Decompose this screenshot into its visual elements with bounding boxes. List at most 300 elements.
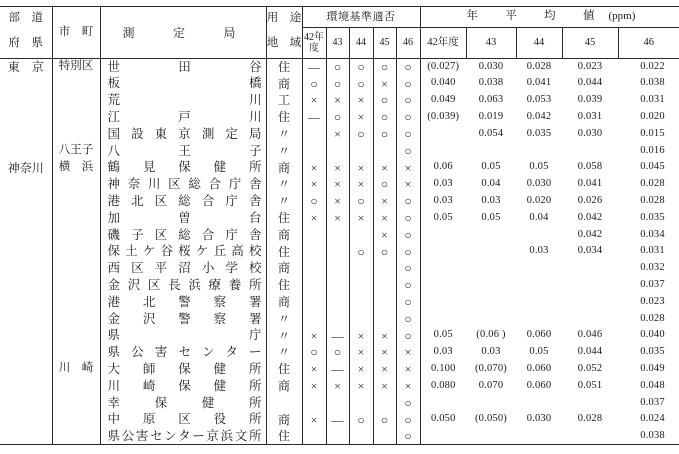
annual-mean-cell (516, 226, 562, 243)
prefecture-cell (0, 277, 52, 294)
annual-mean-cell: 0.03 (433, 346, 453, 358)
env-compliance-cell (302, 310, 326, 327)
annual-mean-cell: 0.05 (433, 329, 453, 341)
env-compliance-cell: × (373, 344, 396, 361)
annual-mean-cell: 0.035 (640, 346, 665, 358)
table-row (0, 277, 679, 294)
env-compliance-cell (302, 126, 326, 143)
station-cell: 金沢区長浜療養所 (100, 277, 266, 294)
table-header (0, 7, 679, 59)
annual-mean-cell (516, 394, 562, 411)
annual-mean-cell: 0.034 (577, 245, 603, 257)
city-cell (52, 310, 100, 327)
env-compliance-cell: ○ (396, 294, 420, 311)
env-compliance-cell: × (396, 378, 420, 395)
env-compliance-cell: ○ (396, 394, 420, 411)
annual-mean-cell: 0.042 (577, 228, 603, 240)
env-compliance-cell: × (326, 92, 349, 109)
station-cell: 江戸川 (100, 109, 266, 126)
env-compliance-cell (373, 277, 396, 294)
city-cell (52, 210, 100, 227)
annual-mean-cell (516, 277, 562, 294)
station-cell: 川崎保健所 (100, 378, 266, 395)
station-cell: 磯子区総合庁舎 (100, 226, 266, 243)
env-compliance-cell (373, 142, 396, 159)
header-land-use (266, 7, 302, 59)
annual-mean-cell: 0.035 (526, 127, 552, 139)
annual-mean-cell: (0.070) (474, 362, 508, 374)
land-use-cell: 住 (266, 361, 302, 378)
annual-mean-cell: 0.028 (577, 413, 603, 425)
table-row (0, 142, 679, 159)
env-compliance-cell: ○ (396, 193, 420, 210)
city-cell: 特別区 (52, 59, 100, 76)
env-compliance-cell: × (302, 176, 326, 193)
table-row (0, 226, 679, 243)
env-compliance-cell (373, 310, 396, 327)
land-use-cell: 商 (266, 260, 302, 277)
annual-mean-cell: 0.020 (640, 111, 665, 123)
station-cell: 中原区役所 (100, 411, 266, 428)
city-cell (52, 126, 100, 143)
city-cell: 横 浜 (52, 159, 100, 176)
header-station-label: 測定局 (122, 25, 236, 40)
table-row (0, 109, 679, 126)
station-cell: 県庁 (100, 327, 266, 344)
prefecture-cell (0, 142, 52, 159)
annual-mean-cell (466, 310, 516, 327)
annual-mean-cell: 0.019 (478, 111, 504, 123)
land-use-cell: 工 (266, 92, 302, 109)
env-compliance-cell (373, 294, 396, 311)
annual-mean-cell: 0.053 (526, 94, 552, 106)
annual-mean-cell: 0.03 (529, 245, 549, 257)
annual-mean-cell: 0.054 (478, 127, 504, 139)
annual-mean-cell (562, 394, 618, 411)
station-cell: 港北警察署 (100, 294, 266, 311)
prefecture-cell (0, 210, 52, 227)
env-compliance-cell: ○ (396, 142, 420, 159)
land-use-cell: 〃 (266, 142, 302, 159)
env-compliance-cell (326, 277, 349, 294)
city-cell (52, 277, 100, 294)
env-compliance-cell: × (396, 361, 420, 378)
annual-mean-cell (466, 394, 516, 411)
annual-mean-cell: 0.040 (640, 329, 665, 341)
annual-mean-cell (516, 428, 562, 445)
header-value-year: 45 (562, 28, 618, 59)
annual-mean-cell: 0.030 (577, 127, 603, 139)
annual-mean-cell (562, 294, 618, 311)
annual-mean-cell: 0.031 (640, 245, 665, 257)
header-station (100, 7, 266, 59)
prefecture-cell (0, 294, 52, 311)
annual-mean-cell: 0.045 (640, 161, 665, 173)
land-use-cell: 〃 (266, 310, 302, 327)
annual-mean-cell: 0.100 (430, 362, 456, 374)
city-cell (52, 109, 100, 126)
annual-mean-cell: 0.028 (640, 178, 665, 190)
env-compliance-cell: ○ (396, 109, 420, 126)
station-cell: 世田谷 (100, 59, 266, 76)
land-use-cell: 〃 (266, 193, 302, 210)
annual-mean-cell: 0.03 (481, 195, 501, 207)
land-use-cell: 商 (266, 378, 302, 395)
station-cell: 金沢警察署 (100, 310, 266, 327)
prefecture-cell (0, 260, 52, 277)
env-compliance-cell (349, 310, 373, 327)
land-use-cell: 住 (266, 277, 302, 294)
station-cell: 板橋 (100, 75, 266, 92)
city-cell (52, 193, 100, 210)
land-use-cell: 商 (266, 75, 302, 92)
env-compliance-cell (302, 260, 326, 277)
env-compliance-cell: × (302, 378, 326, 395)
annual-mean-cell (466, 142, 516, 159)
env-compliance-cell: ○ (396, 243, 420, 260)
annual-mean-cell: 0.030 (526, 178, 552, 190)
env-compliance-cell: — (326, 411, 349, 428)
annual-mean-cell: 0.050 (430, 413, 456, 425)
annual-mean-cell: 0.016 (640, 144, 665, 156)
station-cell: 県公害センター京浜文所 (100, 428, 266, 445)
annual-mean-cell: 0.046 (577, 329, 603, 341)
annual-mean-cell: 0.037 (640, 396, 665, 408)
env-compliance-cell: × (326, 210, 349, 227)
env-compliance-cell: × (373, 378, 396, 395)
land-use-cell: 商 (266, 294, 302, 311)
env-compliance-cell: × (349, 344, 373, 361)
env-compliance-cell: ○ (373, 92, 396, 109)
land-use-cell: 〃 (266, 327, 302, 344)
header-value-year: 43 (466, 28, 516, 59)
env-compliance-cell (326, 310, 349, 327)
env-compliance-cell: × (326, 159, 349, 176)
city-cell (52, 327, 100, 344)
env-compliance-cell (326, 260, 349, 277)
prefecture-cell (0, 226, 52, 243)
env-compliance-cell: × (396, 344, 420, 361)
env-compliance-cell: — (326, 327, 349, 344)
city-cell (52, 243, 100, 260)
annual-mean-cell (562, 277, 618, 294)
land-use-cell: 住 (266, 243, 302, 260)
env-compliance-cell: × (349, 109, 373, 126)
env-compliance-cell: ○ (326, 344, 349, 361)
annual-mean-cell (420, 294, 466, 311)
table-row (0, 193, 679, 210)
prefecture-cell (0, 243, 52, 260)
annual-mean-cell (420, 260, 466, 277)
env-compliance-cell (349, 428, 373, 445)
annual-mean-cell (420, 126, 466, 143)
env-compliance-cell: — (326, 361, 349, 378)
prefecture-cell (0, 193, 52, 210)
env-compliance-cell: × (302, 210, 326, 227)
env-compliance-cell: × (302, 411, 326, 428)
annual-mean-cell: 0.038 (618, 428, 679, 445)
annual-mean-cell: 0.035 (640, 211, 665, 223)
header-prefecture-top: 部 道 (8, 12, 43, 25)
env-compliance-cell: ○ (302, 75, 326, 92)
land-use-cell: 商 (266, 226, 302, 243)
city-cell (52, 75, 100, 92)
env-compliance-cell: ○ (349, 59, 373, 76)
city-cell (52, 344, 100, 361)
env-compliance-cell: × (373, 361, 396, 378)
annual-mean-cell: (0.06 ) (476, 329, 506, 341)
annual-mean-cell: 0.031 (640, 94, 665, 106)
annual-mean-cell (516, 310, 562, 327)
annual-mean-cell: 0.04 (529, 211, 549, 223)
station-cell: 加曽台 (100, 210, 266, 227)
prefecture-cell (0, 411, 52, 428)
header-prefecture (0, 7, 52, 59)
city-cell (52, 411, 100, 428)
table-row (0, 126, 679, 143)
annual-mean-cell: 0.038 (478, 77, 504, 89)
prefecture-cell (0, 344, 52, 361)
annual-mean-cell: 0.05 (433, 211, 453, 223)
annual-mean-cell: 0.044 (577, 77, 603, 89)
annual-mean-cell: 0.030 (526, 413, 552, 425)
annual-mean-cell: 0.032 (640, 262, 665, 274)
station-cell: 神奈川区総合庁舎 (100, 176, 266, 193)
annual-mean-cell: 0.015 (640, 127, 665, 139)
env-compliance-cell: ○ (349, 193, 373, 210)
prefecture-cell (0, 327, 52, 344)
header-value-year: 42年度 (420, 28, 466, 59)
annual-mean-cell (420, 277, 466, 294)
annual-mean-cell: 0.024 (640, 413, 665, 425)
table-row (0, 428, 679, 445)
annual-mean-cell: 0.03 (433, 178, 453, 190)
env-compliance-cell: ○ (396, 210, 420, 227)
env-compliance-cell (302, 428, 326, 445)
annual-mean-cell (466, 428, 516, 445)
header-annual-mean-unit: (ppm) (608, 10, 636, 23)
env-compliance-cell: × (302, 92, 326, 109)
prefecture-cell (0, 310, 52, 327)
annual-mean-cell: 0.041 (577, 178, 603, 190)
env-compliance-cell: ○ (396, 126, 420, 143)
annual-mean-cell: 0.022 (640, 60, 665, 72)
annual-mean-cell: 0.063 (478, 94, 504, 106)
env-compliance-cell: ○ (302, 193, 326, 210)
env-compliance-cell: × (326, 378, 349, 395)
prefecture-cell (0, 75, 52, 92)
table-row (0, 310, 679, 327)
env-compliance-cell: × (349, 159, 373, 176)
prefecture-cell (0, 394, 52, 411)
env-compliance-cell: ○ (302, 344, 326, 361)
env-compliance-cell: ○ (396, 310, 420, 327)
annual-mean-cell (562, 428, 618, 445)
annual-mean-cell: 0.06 (433, 161, 453, 173)
station-cell: 港北区総合庁舎 (100, 193, 266, 210)
env-compliance-cell (302, 142, 326, 159)
env-compliance-cell: ○ (373, 411, 396, 428)
table-row (0, 159, 679, 176)
annual-mean-cell: (0.050) (474, 413, 508, 425)
land-use-cell: 住 (266, 59, 302, 76)
prefecture-cell (0, 92, 52, 109)
env-compliance-cell: × (396, 176, 420, 193)
table-row (0, 260, 679, 277)
env-compliance-cell: × (349, 327, 373, 344)
env-compliance-cell: × (302, 361, 326, 378)
prefecture-cell (0, 378, 52, 395)
env-compliance-cell (349, 226, 373, 243)
city-cell (52, 428, 100, 445)
env-compliance-cell: × (373, 210, 396, 227)
station-cell: 県公害センター (100, 344, 266, 361)
annual-mean-cell: 0.051 (577, 379, 603, 391)
header-value-year: 44 (516, 28, 562, 59)
header-annual-mean (420, 7, 679, 28)
annual-mean-cell (420, 142, 466, 159)
env-compliance-cell: × (349, 210, 373, 227)
env-compliance-cell: ○ (326, 59, 349, 76)
annual-mean-cell (466, 260, 516, 277)
annual-mean-cell (516, 260, 562, 277)
annual-mean-cell: 0.028 (526, 60, 552, 72)
env-compliance-cell: × (396, 159, 420, 176)
annual-mean-cell: 0.041 (526, 77, 552, 89)
annual-mean-cell (420, 394, 466, 411)
annual-mean-cell: 0.034 (640, 228, 665, 240)
station-cell: 保土ケ谷桜ケ丘高校 (100, 243, 266, 260)
annual-mean-cell: 0.042 (577, 211, 603, 223)
land-use-cell: 商 (266, 159, 302, 176)
env-compliance-cell: × (373, 226, 396, 243)
header-prefecture-bottom: 府 県 (8, 37, 43, 50)
annual-mean-cell: 0.040 (430, 77, 456, 89)
env-compliance-cell: × (373, 75, 396, 92)
env-compliance-cell (326, 243, 349, 260)
annual-mean-cell (562, 142, 618, 159)
env-compliance-cell: ○ (326, 75, 349, 92)
header-land-use-bottom: 地 域 (266, 37, 302, 50)
annual-mean-cell: 0.052 (577, 362, 603, 374)
annual-mean-cell (562, 310, 618, 327)
annual-mean-cell (420, 310, 466, 327)
city-cell (52, 394, 100, 411)
env-compliance-cell: × (349, 92, 373, 109)
annual-mean-cell: 0.05 (481, 161, 501, 173)
env-compliance-cell (373, 260, 396, 277)
land-use-cell: 住 (266, 109, 302, 126)
table-row (0, 75, 679, 92)
env-compliance-cell: × (373, 327, 396, 344)
table-row (0, 394, 679, 411)
annual-mean-cell: 0.058 (577, 161, 603, 173)
annual-mean-cell: 0.030 (478, 60, 504, 72)
env-compliance-cell (349, 260, 373, 277)
prefecture-cell: 神奈川 (0, 159, 52, 176)
env-compliance-cell: ○ (396, 59, 420, 76)
env-compliance-cell: × (302, 159, 326, 176)
table-row (0, 361, 679, 378)
header-env-year: 43 (326, 28, 349, 59)
env-compliance-cell (349, 277, 373, 294)
table-row (0, 243, 679, 260)
table-body (0, 59, 679, 445)
env-compliance-cell (326, 142, 349, 159)
prefecture-cell (0, 428, 52, 445)
city-cell (52, 260, 100, 277)
prefecture-cell (0, 126, 52, 143)
annual-mean-cell (466, 277, 516, 294)
prefecture-cell (0, 176, 52, 193)
land-use-cell: 住 (266, 428, 302, 445)
table-row (0, 92, 679, 109)
annual-mean-cell: 0.039 (577, 94, 603, 106)
city-cell (52, 294, 100, 311)
env-compliance-cell: × (326, 176, 349, 193)
station-cell: 国設東京測定局 (100, 126, 266, 143)
env-compliance-cell (302, 394, 326, 411)
env-compliance-cell: ○ (396, 75, 420, 92)
header-city: 市 町 (52, 7, 100, 59)
env-compliance-cell: ○ (373, 243, 396, 260)
env-compliance-cell: × (373, 159, 396, 176)
header-env-year: 44 (349, 28, 373, 59)
annual-mean-cell: 0.080 (430, 379, 456, 391)
land-use-cell (266, 394, 302, 411)
annual-mean-cell: 0.03 (481, 346, 501, 358)
env-compliance-cell: ○ (373, 176, 396, 193)
annual-mean-cell: 0.060 (526, 362, 552, 374)
header-env-year: 42年度 (302, 28, 326, 59)
env-compliance-cell: ○ (396, 428, 420, 445)
annual-mean-cell: 0.049 (430, 94, 456, 106)
annual-mean-cell (466, 294, 516, 311)
annual-mean-cell: 0.049 (640, 362, 665, 374)
annual-mean-cell: 0.023 (577, 60, 603, 72)
header-env-year: 46 (396, 28, 420, 59)
env-compliance-cell: × (302, 327, 326, 344)
annual-mean-cell (516, 294, 562, 311)
header-env-year: 45 (373, 28, 396, 59)
prefecture-cell (0, 361, 52, 378)
station-cell: 鶴見保健所 (100, 159, 266, 176)
annual-mean-cell: 0.031 (577, 111, 603, 123)
annual-mean-cell: 0.048 (640, 379, 665, 391)
env-compliance-cell (349, 294, 373, 311)
env-compliance-cell: ○ (349, 75, 373, 92)
annual-mean-cell: (0.027) (427, 60, 460, 72)
env-compliance-cell: ○ (373, 109, 396, 126)
env-compliance-cell: ○ (396, 260, 420, 277)
env-compliance-cell: — (302, 109, 326, 126)
annual-mean-cell (420, 226, 466, 243)
table-row (0, 378, 679, 395)
env-compliance-cell: ○ (396, 277, 420, 294)
annual-mean-cell: 0.028 (640, 312, 665, 324)
city-cell: 川 崎 (52, 361, 100, 378)
annual-mean-cell (516, 142, 562, 159)
env-compliance-cell: ○ (396, 226, 420, 243)
env-compliance-cell: ○ (349, 243, 373, 260)
annual-mean-cell: (0.039) (427, 111, 460, 123)
annual-mean-cell: 0.023 (640, 295, 665, 307)
env-compliance-cell (302, 226, 326, 243)
city-cell (52, 176, 100, 193)
env-compliance-cell: × (326, 193, 349, 210)
station-cell: 大師保健所 (100, 361, 266, 378)
annual-mean-cell: 0.026 (577, 195, 603, 207)
